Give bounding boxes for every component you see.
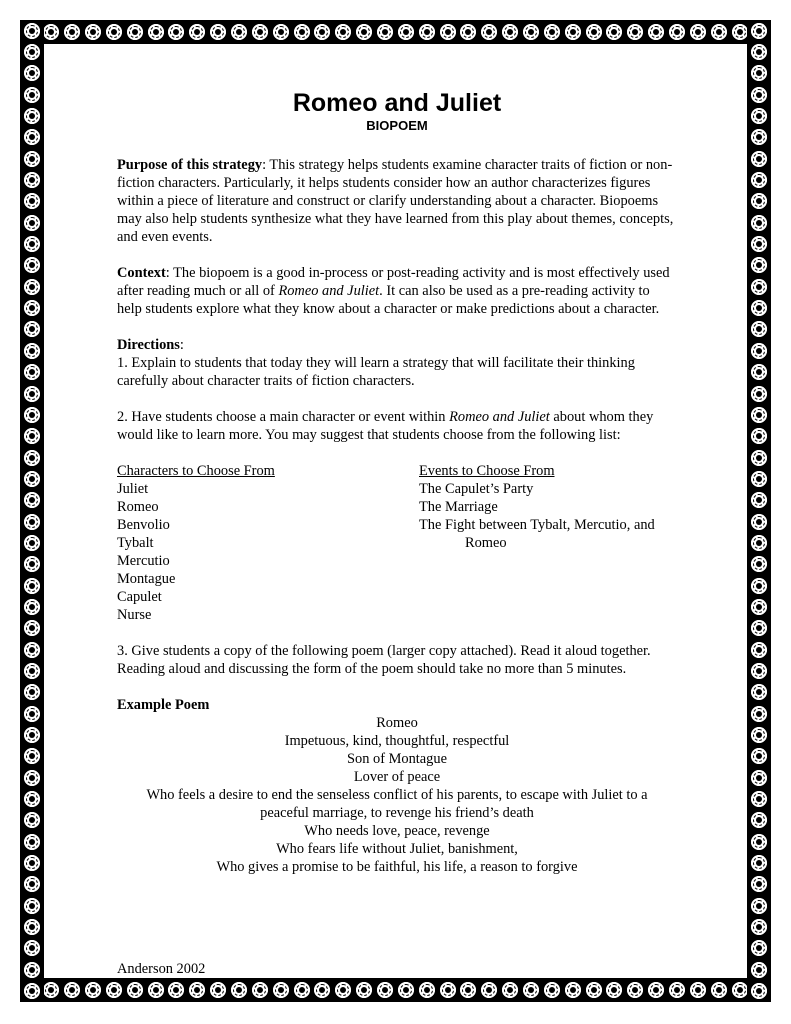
flower-ornament-icon [751, 834, 767, 850]
flower-ornament-icon [24, 172, 40, 188]
flower-ornament-icon [335, 982, 351, 998]
flower-ornament-icon [751, 44, 767, 60]
flower-ornament-icon [751, 450, 767, 466]
flower-ornament-icon [85, 24, 101, 40]
document-body [117, 88, 677, 876]
flower-ornament-icon [168, 24, 184, 40]
flower-ornament-icon [751, 983, 767, 999]
flower-ornament-icon [24, 492, 40, 508]
flower-ornament-icon [24, 898, 40, 914]
flower-ornament-icon [606, 24, 622, 40]
flower-ornament-icon [751, 386, 767, 402]
flower-ornament-icon [24, 23, 40, 39]
context-paragraph [117, 264, 677, 318]
flower-ornament-icon [751, 684, 767, 700]
flower-ornament-icon [586, 982, 602, 998]
flower-ornament-icon [751, 791, 767, 807]
flower-ornament-icon [127, 982, 143, 998]
poem-line: Who fears life without Juliet, banishment, [276, 841, 518, 857]
flower-ornament-icon [648, 24, 664, 40]
flower-ornament-icon [24, 364, 40, 380]
directions-colon: : [179, 337, 184, 353]
flower-ornament-icon [24, 556, 40, 572]
flower-ornament-icon [356, 24, 372, 40]
flower-ornament-icon [106, 982, 122, 998]
flower-ornament-icon [751, 556, 767, 572]
flower-ornament-icon [24, 535, 40, 551]
list-item: The Fight between Tybalt, Mercutio, and [419, 517, 655, 533]
flower-ornament-icon [751, 642, 767, 658]
flower-ornament-icon [231, 24, 247, 40]
list-item: Benvolio [117, 517, 170, 533]
flower-ornament-icon [690, 982, 706, 998]
flower-ornament-icon [356, 982, 372, 998]
list-item: Montague [117, 571, 176, 587]
flower-ornament-icon [751, 919, 767, 935]
flower-ornament-icon [669, 24, 685, 40]
characters-list [117, 462, 419, 624]
flower-ornament-icon [502, 24, 518, 40]
purpose-label: Purpose of this strategy [117, 157, 263, 173]
flower-ornament-icon [314, 24, 330, 40]
flower-ornament-icon [419, 982, 435, 998]
flower-ornament-icon [669, 982, 685, 998]
list-item: Mercutio [117, 553, 170, 569]
flower-ornament-icon [43, 24, 59, 40]
flower-ornament-icon [481, 24, 497, 40]
flower-ornament-icon [24, 578, 40, 594]
events-list [419, 462, 677, 624]
step2-text-before: 2. Have students choose a main character or event within [117, 409, 450, 425]
flower-ornament-icon [24, 620, 40, 636]
flower-ornament-icon [711, 982, 727, 998]
flower-ornament-icon [24, 599, 40, 615]
flower-ornament-icon [751, 428, 767, 444]
flower-ornament-icon [751, 129, 767, 145]
flower-ornament-icon [24, 876, 40, 892]
flower-ornament-icon [523, 24, 539, 40]
flower-ornament-icon [189, 24, 205, 40]
flower-ornament-icon [751, 23, 767, 39]
flower-ornament-icon [24, 343, 40, 359]
flower-ornament-icon [24, 684, 40, 700]
flower-ornament-icon [751, 108, 767, 124]
list-item: Juliet [117, 481, 149, 497]
poem-line: Impetuous, kind, thoughtful, respectful [284, 733, 510, 749]
flower-ornament-icon [751, 364, 767, 380]
flower-ornament-icon [24, 514, 40, 530]
example-poem [117, 714, 677, 876]
flower-ornament-icon [565, 982, 581, 998]
page-title: Romeo and Juliet [292, 89, 502, 117]
flower-ornament-icon [751, 236, 767, 252]
flower-ornament-icon [523, 982, 539, 998]
flower-ornament-icon [565, 24, 581, 40]
choice-lists [117, 462, 677, 624]
flower-ornament-icon [751, 876, 767, 892]
list-item: The Capulet’s Party [419, 481, 534, 497]
flower-ornament-icon [751, 578, 767, 594]
flower-ornament-icon [189, 982, 205, 998]
flower-ornament-icon [24, 940, 40, 956]
poem-line: Who needs love, peace, revenge [304, 823, 490, 839]
flower-ornament-icon [148, 24, 164, 40]
flower-ornament-icon [398, 24, 414, 40]
flower-ornament-icon [751, 492, 767, 508]
flower-ornament-icon [440, 982, 456, 998]
flower-ornament-icon [751, 940, 767, 956]
flower-ornament-icon [751, 812, 767, 828]
directions-heading [117, 336, 677, 354]
flower-ornament-icon [751, 471, 767, 487]
flower-ornament-icon [24, 663, 40, 679]
flower-ornament-icon [751, 300, 767, 316]
characters-heading: Characters to Choose From [117, 463, 275, 479]
flower-ornament-icon [606, 982, 622, 998]
flower-ornament-icon [690, 24, 706, 40]
flower-ornament-icon [460, 982, 476, 998]
poem-line: Lover of peace [353, 769, 441, 785]
flower-ornament-icon [24, 386, 40, 402]
flower-ornament-icon [751, 343, 767, 359]
flower-ornament-icon [64, 982, 80, 998]
flower-ornament-icon [24, 108, 40, 124]
flower-ornament-icon [751, 599, 767, 615]
flower-ornament-icon [711, 24, 727, 40]
flower-ornament-icon [335, 24, 351, 40]
flower-ornament-icon [544, 24, 560, 40]
list-item: Romeo [117, 499, 159, 515]
flower-ornament-icon [106, 24, 122, 40]
context-italic-title: Romeo and Juliet [278, 283, 380, 299]
flower-ornament-icon [751, 748, 767, 764]
flower-ornament-icon [24, 321, 40, 337]
step2-italic-title: Romeo and Juliet [449, 409, 550, 425]
flower-ornament-icon [732, 982, 748, 998]
flower-ornament-icon [294, 982, 310, 998]
poem-line: Who gives a promise to be faithful, his life, a reason to forgive [216, 859, 578, 875]
decorative-border-right [747, 20, 771, 1002]
flower-ornament-icon [24, 87, 40, 103]
flower-ornament-icon [273, 982, 289, 998]
flower-ornament-icon [751, 706, 767, 722]
poem-line: Son of Montague [347, 751, 447, 767]
poem-line: Romeo [376, 715, 418, 731]
flower-ornament-icon [24, 428, 40, 444]
flower-ornament-icon [24, 727, 40, 743]
step2-text-after: about whom they would like to learn more. You may suggest that students choose from the following list: [117, 409, 654, 443]
flower-ornament-icon [377, 24, 393, 40]
flower-ornament-icon [24, 812, 40, 828]
flower-ornament-icon [377, 982, 393, 998]
flower-ornament-icon [440, 24, 456, 40]
flower-ornament-icon [460, 24, 476, 40]
list-item: Capulet [117, 589, 162, 605]
flower-ornament-icon [751, 535, 767, 551]
example-poem-label: Example Poem [117, 697, 210, 713]
flower-ornament-icon [252, 24, 268, 40]
flower-ornament-icon [751, 898, 767, 914]
flower-ornament-icon [751, 514, 767, 530]
flower-ornament-icon [24, 407, 40, 423]
flower-ornament-icon [24, 151, 40, 167]
flower-ornament-icon [64, 24, 80, 40]
poem-line: peaceful marriage, to revenge his friend’s death [260, 805, 534, 821]
flower-ornament-icon [751, 620, 767, 636]
decorative-border-left [20, 20, 44, 1002]
flower-ornament-icon [24, 471, 40, 487]
flower-ornament-icon [24, 450, 40, 466]
flower-ornament-icon [481, 982, 497, 998]
flower-ornament-icon [751, 257, 767, 273]
list-item: The Marriage [419, 499, 498, 515]
flower-ornament-icon [24, 962, 40, 978]
flower-ornament-icon [24, 791, 40, 807]
flower-ornament-icon [751, 87, 767, 103]
flower-ornament-icon [252, 982, 268, 998]
flower-ornament-icon [751, 193, 767, 209]
flower-ornament-icon [314, 982, 330, 998]
flower-ornament-icon [24, 983, 40, 999]
footer-citation: Anderson 2002 [117, 961, 206, 977]
flower-ornament-icon [751, 65, 767, 81]
flower-ornament-icon [751, 770, 767, 786]
directions-step-3: 3. Give students a copy of the following poem (larger copy attached). Read it aloud together. Reading aloud and discussing the form of the poem should take no more than 5 minutes. [117, 643, 651, 677]
list-item: Tybalt [117, 535, 154, 551]
flower-ornament-icon [544, 982, 560, 998]
flower-ornament-icon [24, 300, 40, 316]
decorative-border-bottom [20, 978, 771, 1002]
flower-ornament-icon [398, 982, 414, 998]
flower-ornament-icon [24, 129, 40, 145]
flower-ornament-icon [24, 65, 40, 81]
list-item: Nurse [117, 607, 152, 623]
flower-ornament-icon [24, 215, 40, 231]
flower-ornament-icon [751, 321, 767, 337]
flower-ornament-icon [24, 748, 40, 764]
example-poem-heading [117, 696, 677, 714]
flower-ornament-icon [751, 407, 767, 423]
flower-ornament-icon [24, 193, 40, 209]
flower-ornament-icon [732, 24, 748, 40]
flower-ornament-icon [231, 982, 247, 998]
flower-ornament-icon [502, 982, 518, 998]
flower-ornament-icon [419, 24, 435, 40]
context-text-after: . It can also be used as a pre-reading activity to help students explore what they know about a character or make predictions about a character. [117, 283, 660, 317]
flower-ornament-icon [751, 727, 767, 743]
flower-ornament-icon [24, 855, 40, 871]
purpose-paragraph [117, 156, 677, 246]
flower-ornament-icon [24, 834, 40, 850]
flower-ornament-icon [751, 962, 767, 978]
flower-ornament-icon [751, 151, 767, 167]
flower-ornament-icon [751, 855, 767, 871]
flower-ornament-icon [24, 642, 40, 658]
flower-ornament-icon [24, 706, 40, 722]
flower-ornament-icon [210, 24, 226, 40]
directions-step-1: 1. Explain to students that today they will learn a strategy that will facilitate their thinking carefully about character traits of fiction characters. [117, 355, 635, 389]
decorative-border-top [20, 20, 771, 44]
flower-ornament-icon [24, 770, 40, 786]
flower-ornament-icon [751, 279, 767, 295]
flower-ornament-icon [294, 24, 310, 40]
page-subtitle: BIOPOEM [366, 118, 428, 133]
flower-ornament-icon [127, 24, 143, 40]
flower-ornament-icon [148, 982, 164, 998]
flower-ornament-icon [751, 172, 767, 188]
flower-ornament-icon [24, 919, 40, 935]
flower-ornament-icon [751, 215, 767, 231]
flower-ornament-icon [24, 257, 40, 273]
flower-ornament-icon [648, 982, 664, 998]
list-item-continuation: Romeo [465, 535, 507, 551]
context-text-before: : The biopoem is a good in-process or post-reading activity and is most effectively used after reading much or all of [117, 265, 670, 299]
flower-ornament-icon [627, 982, 643, 998]
flower-ornament-icon [24, 279, 40, 295]
flower-ornament-icon [627, 24, 643, 40]
flower-ornament-icon [586, 24, 602, 40]
flower-ornament-icon [273, 24, 289, 40]
flower-ornament-icon [43, 982, 59, 998]
purpose-text: : This strategy helps students examine character traits of fiction or non-fiction characters. Particularly, it helps students consider how an author characterizes figures within a piece of literature and construct or clarify understanding about a character. Biopoems may also help students synthesize what they have learned from this play about themes, concepts, and even events. [117, 157, 674, 245]
directions-label: Directions [117, 337, 180, 353]
flower-ornament-icon [24, 44, 40, 60]
poem-line: Who feels a desire to end the senseless conflict of his parents, to escape with Juliet to a [146, 787, 648, 803]
flower-ornament-icon [85, 982, 101, 998]
context-label: Context [117, 265, 166, 281]
flower-ornament-icon [168, 982, 184, 998]
directions-step-2 [117, 408, 677, 444]
flower-ornament-icon [751, 663, 767, 679]
flower-ornament-icon [24, 236, 40, 252]
flower-ornament-icon [210, 982, 226, 998]
events-heading: Events to Choose From [419, 463, 555, 479]
